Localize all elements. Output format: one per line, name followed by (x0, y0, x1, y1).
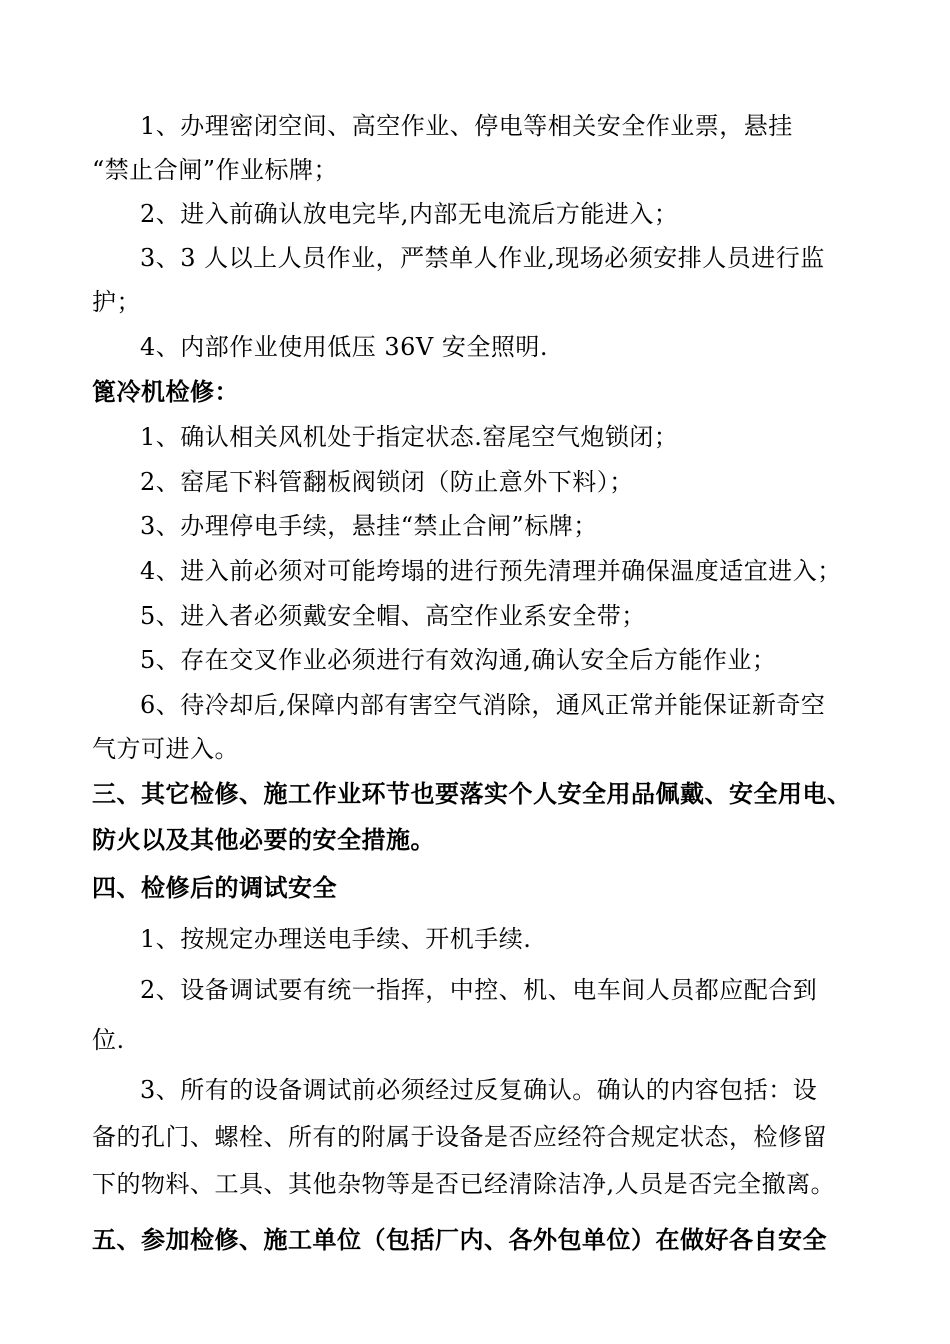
paragraph-line: 3、所有的设备调试前必须经过反复确认。确认的内容包括：设 (140, 1076, 818, 1104)
paragraph-line: 1、办理密闭空间、高空作业、停电等相关安全作业票，悬挂 (140, 112, 793, 140)
paragraph-line: 2、进入前确认放电完毕,内部无电流后方能进入； (140, 200, 679, 228)
paragraph-line: 5、存在交叉作业必须进行有效沟通,确认安全后方能作业； (140, 646, 777, 674)
paragraph-line: 备的孔门、螺栓、所有的附属于设备是否应经符合规定状态，检修留 (92, 1123, 827, 1151)
paragraph-line: 护； (92, 288, 141, 316)
section-heading: 四、检修后的调试安全 (92, 874, 337, 902)
paragraph-line: 1、按规定办理送电手续、开机手续. (140, 925, 532, 953)
paragraph-line: 2、窑尾下料管翻板阀锁闭（防止意外下料）； (140, 468, 634, 496)
section-heading: 五、参加检修、施工单位（包括厂内、各外包单位）在做好各自安全 (92, 1226, 827, 1254)
paragraph-line: “禁止合闸”作业标牌； (92, 156, 339, 184)
paragraph-line: 4、进入前必须对可能垮塌的进行预先清理并确保温度适宜进入； (140, 557, 842, 585)
paragraph-line: 3、3 人以上人员作业，严禁单人作业,现场必须安排人员进行监 (140, 244, 825, 272)
paragraph-line: 4、内部作业使用低压 36V 安全照明. (140, 333, 549, 361)
paragraph-line: 1、确认相关风机处于指定状态.窑尾空气炮锁闭； (140, 423, 679, 451)
paragraph-line: 下的物料、工具、其他杂物等是否已经清除洁净,人员是否完全撤离。 (92, 1170, 836, 1198)
paragraph-line: 2、设备调试要有统一指挥，中控、机、电车间人员都应配合到 (140, 976, 818, 1004)
paragraph-line: 3、办理停电手续，悬挂“禁止合闸”标牌； (140, 512, 598, 540)
paragraph-line: 位. (92, 1026, 125, 1054)
section-heading: 防火以及其他必要的安全措施。 (92, 826, 435, 854)
section-heading: 篦冷机检修： (92, 378, 239, 406)
paragraph-line: 5、进入者必须戴安全帽、高空作业系安全带； (140, 602, 646, 630)
paragraph-line: 6、待冷却后,保障内部有害空气消除，通风正常并能保证新奇空 (140, 691, 826, 719)
section-heading: 三、其它检修、施工作业环节也要落实个人安全用品佩戴、安全用电、 (92, 780, 852, 808)
paragraph-line: 气方可进入。 (92, 735, 239, 763)
